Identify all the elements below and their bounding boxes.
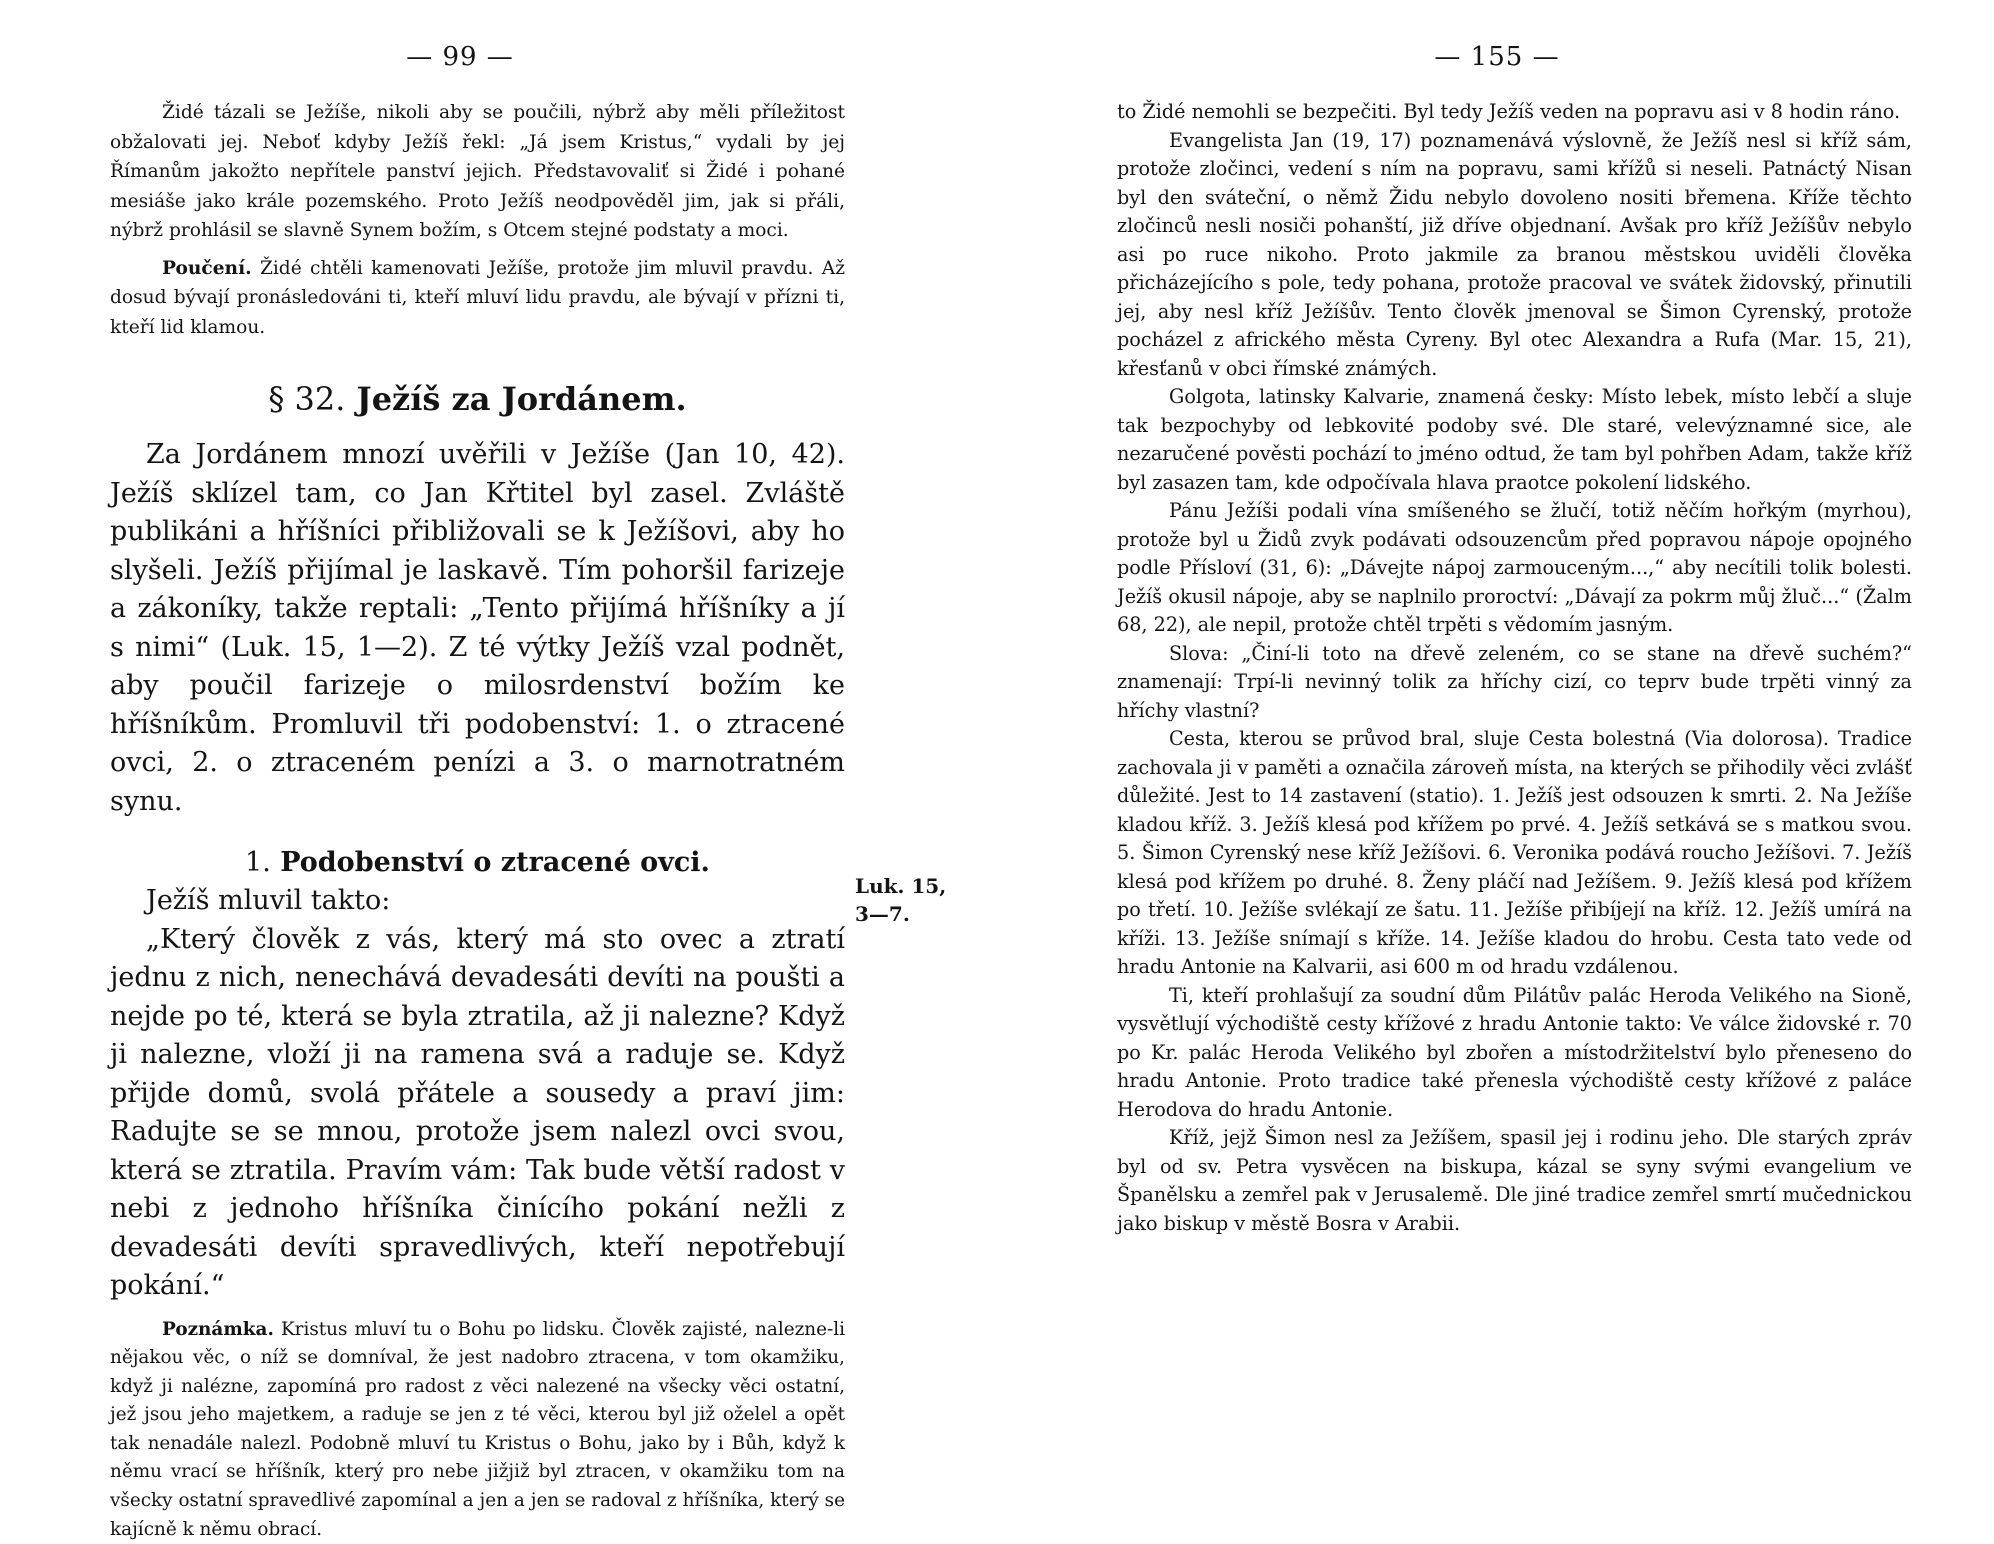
pouceni-text: Židé chtěli kamenovati Ježíše, protože jim mluvil pravdu. Až dosud bývají pronásledováni ti, kteří mluví lidu pravdu, ale bývají v přízni ti, kteří lid klamou. [110,258,845,338]
section-title: Ježíš za Jordánem. [357,380,687,418]
parable-block [110,882,845,1306]
left-page-number: — 99 — [360,42,560,72]
pouceni-paragraph [110,254,845,343]
margin-reference [855,872,955,928]
subheading [110,847,845,878]
right-page-number: — 155 — [1397,42,1597,72]
right-column [1117,98,1912,1238]
margin-reference-line-1: Luk. 15, [855,872,955,900]
note-text: Kristus mluví tu o Bohu po lidsku. Člověk zajisté, nalezne-li nějakou věc, o níž se domníval, že jest nadobro ztracena, v tom okamžiku, když ji nalézne, zapomíná pro radost z věci nalezené na všecky věci ostatní, jež jsou jeho majetkem, a raduje se jen z té věci, kterou byl již oželel a opět tak nenadále nalezl. Podobně mluví tu Kristus o Bohu, jako by i Bůh, když k němu vrací se hříšník, který pro nebe jižjiž byl ztracen, v okamžiku tom na všecky ostatní spravedlivé zapomínal a jen a jen se radoval z hříšníka, který se kajícně k němu obrací. [110,1319,845,1540]
right-paragraph-6: Cesta, kterou se průvod bral, sluje Cesta bolestná (Via dolorosa). Tradice zachovala ji v paměti a označila zároveň místa, na kterých se přihodily věci zvlášť důležité. Jest to 14 zastavení (statio). 1. Ježíš jest odsouzen k smrti. 2. Na Ježíše kladou kříž. 3. Ježíš klesá pod křížem po prvé. 4. Ježíš setkává se s matkou svou. 5. Šimon Cyrenský nese kříž Ježíšovi. 6. Veronika podává roucho Ježíšovi. 7. Ježíš klesá pod křížem po druhé. 8. Ženy pláčí nad Ježíšem. 9. Ježíš klesá pod křížem po třetí. 10. Ježíše svlékají ze šatu. 11. Ježíše přibíjejí na kříž. 12. Ježíš umírá na kříži. 13. Ježíše snímají s kříže. 14. Ježíše kladou do hrobu. Cesta tato vede od hradu Antonie na Kalvarii, asi 600 m od hradu vzdálenou. [1117,725,1912,982]
subheading-number: 1. [245,847,271,878]
right-page [997,0,1994,1500]
right-paragraph-2: Evangelista Jan (19, 17) poznamenává výslovně, že Ježíš nesl si kříž sám, protože zločinci, vedení s ním na popravu, sami křížů si neseli. Patnáctý Nisan byl den sváteční, o němž Židu nebylo dovoleno nositi břemena. Kříže těchto zločinců nesli nosiči pohanští, již dříve objednaní. Avšak pro kříž Ježíšův nebylo asi po ruce nikoho. Proto jakmile za branou městskou uviděli člověka přicházejícího s pole, tedy pohana, protože pracoval ve svátek židovský, přinutili jej, aby nesl kříž Ježíšův. Tento člověk jmenoval se Šimon Cyrenský, protože pocházel z afrického města Cyreny. Byl otec Alexandra a Rufa (Mar. 15, 21), křesťanů v obci římské známých. [1117,127,1912,384]
left-column [110,98,845,1544]
note-paragraph [110,1316,845,1544]
left-top-block [110,98,845,342]
speech-intro: Ježíš mluvil takto: [110,882,845,921]
margin-reference-line-2: 3—7. [855,900,955,928]
right-paragraph-5: Slova: „Činí-li toto na dřevě zeleném, co se stane na dřevě suchém?“ znamenají: Trpí-li nevinný tolik za hříchy cizí, co teprv bude trpěti vinný za hříchy vlastní? [1117,640,1912,726]
note-label: Poznámka. [162,1319,274,1340]
left-top-paragraph: Židé tázali se Ježíše, nikoli aby se poučili, nýbrž aby měli příležitost obžalovati jej. Neboť kdyby Ježíš řekl: „Já jsem Kristus,“ vydali by jej Římanům jakožto nepřítele panství jejich. Představovaliť si Židé i pohané mesiáše jako krále pozemského. Proto Ježíš neodpověděl jim, jak si přáli, nýbrž prohlásil se slavně Synem božím, s Otcem stejné podstaty a moci. [110,98,845,246]
left-main-text [110,436,845,821]
pouceni-label: Poučení. [162,258,252,279]
right-paragraph-8: Kříž, jejž Šimon nesl za Ježíšem, spasil jej i rodinu jeho. Dle starých zpráv byl od sv. Petra vysvěcen na biskupa, kázal se syny svými evangelium ve Španělsku a zemřel pak v Jerusalemě. Dle jiné tradice zemřel smrtí mučednickou jako biskup v městě Bosra v Arabii. [1117,1124,1912,1238]
parable-quote: „Který člověk z vás, který má sto ovec a ztratí jednu z nich, nenechává devadesáti devíti na poušti a nejde po té, která se byla ztratila, až ji nalezne? Když ji nalezne, vloží ji na ramena svá a raduje se. Když přijde domů, svolá přátele a sousedy a praví jim: Radujte se se mnou, protože jsem nalezl ovci svou, která se ztratila. Pravím vám: Tak bude větší radost v nebi z jednoho hříšníka činícího pokání nežli z devadesáti devíti spravedlivých, kteří nepotřebují pokání.“ [110,921,845,1306]
subheading-title: Podobenství o ztracené ovci. [280,847,710,878]
section-symbol: § 32. [268,380,345,418]
note-block [110,1316,845,1544]
left-page [0,0,997,1500]
right-paragraph-4: Pánu Ježíši podali vína smíšeného se žlučí, totiž něčím hořkým (myrhou), protože byl u Židů zvyk podávati odsouzencům před popravou nápoje opojného podle Přísloví (31, 6): „Dávejte nápoj zarmouceným...,“ aby necítili tolik bolesti. Ježíš okusil nápoje, aby se naplnilo proroctví: „Dávají za pokrm můj žluč...“ (Žalm 68, 22), ale nepil, protože chtěl trpěti s vědomím jasným. [1117,497,1912,640]
right-paragraph-7: Ti, kteří prohlašují za soudní dům Pilátův palác Heroda Velikého na Sioně, vysvětlují východiště cesty křížové z hradu Antonie takto: Ve válce židovské r. 70 po Kr. palác Heroda Velikého byl zbořen a místodržitelství bylo přeneseno do hradu Antonie. Proto tradice také přenesla východiště cesty křížové z paláce Herodova do hradu Antonie. [1117,982,1912,1125]
section-heading [110,380,845,418]
right-paragraph-1: to Židé nemohli se bezpečiti. Byl tedy Ježíš veden na popravu asi v 8 hodin ráno. [1117,98,1912,127]
intro-paragraph: Za Jordánem mnozí uvěřili v Ježíše (Jan 10, 42). Ježíš sklízel tam, co Jan Křtitel byl zasel. Zvláště publikáni a hříšníci přibližovali se k Ježíšovi, aby ho slyšeli. Ježíš přijímal je laskavě. Tím pohoršil farizeje a zákoníky, takže reptali: „Tento přijímá hříšníky a jí s nimi“ (Luk. 15, 1—2). Z té výtky Ježíš vzal podnět, aby poučil farizeje o milosrdenství božím ke hříšníkům. Promluvil tři podobenství: 1. o ztracené ovci, 2. o ztraceném penízi a 3. o marnotratném synu. [110,436,845,821]
right-paragraph-3: Golgota, latinsky Kalvarie, znamená česky: Místo lebek, místo lebčí a sluje tak bezpochyby od lebkovité podoby své. Dle staré, velevýznamné sice, ale nezaručené pověsti pochází to jméno odtud, že tam byl pohřben Adam, takže kříž byl zasazen tam, kde odpočívala hlava praotce pokolení lidského. [1117,383,1912,497]
